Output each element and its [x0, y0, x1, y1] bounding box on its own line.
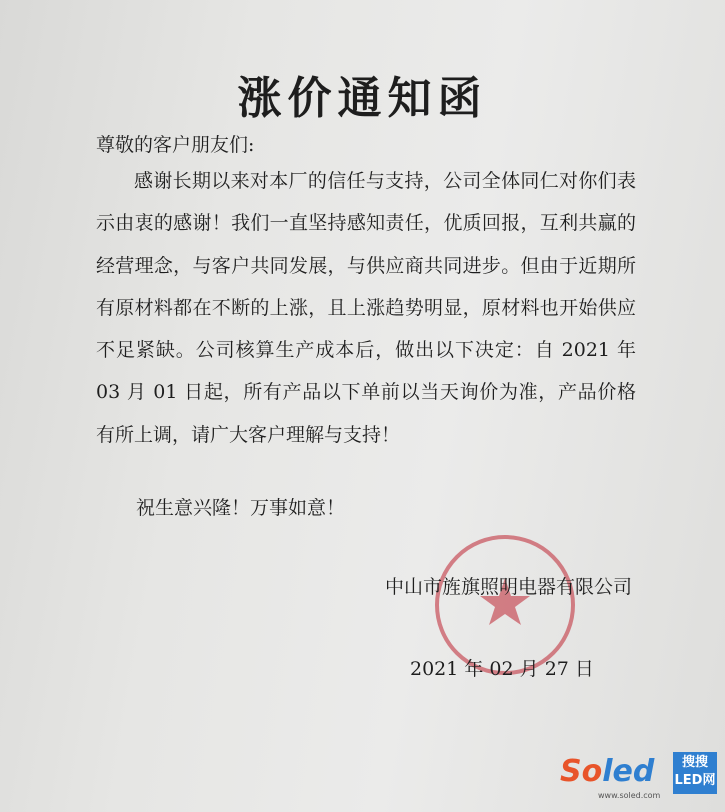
- logo-cn-line1: 搜搜: [681, 755, 708, 770]
- company-name: 中山市旌旗照明电器有限公司: [385, 576, 633, 598]
- logo-url: www.soled.com: [598, 791, 661, 800]
- document-title: 涨价通知函: [237, 73, 488, 124]
- issue-date: 2021 年 02 月 27 日: [410, 658, 594, 680]
- logo-brand: Soled: [560, 754, 655, 789]
- greeting: 尊敬的客户朋友们:: [96, 134, 255, 156]
- logo-cn-badge: [673, 752, 717, 794]
- watermark-logo: [560, 748, 720, 804]
- logo-cn-line2: LED网: [674, 773, 716, 788]
- notice-body: 感谢长期以来对本厂的信任与支持，公司全体同仁对你们表示由衷的感谢！我们一直坚持感知责任，优质回报，互利共赢的经营理念，与客户共同发展，与供应商共同进步。但由于近期所有原材料都在不断的上涨，且上涨趋势明显，原材料也开始供应不足紧缺。公司核算生产成本后，做出以下决定：自 2021 年 03 月 01 日起，所有产品以下单前以当天询价为准，产品价格有所上调，请广大客户理解与支持！: [96, 170, 636, 446]
- closing-wishes: 祝生意兴隆！万事如意！: [136, 497, 346, 519]
